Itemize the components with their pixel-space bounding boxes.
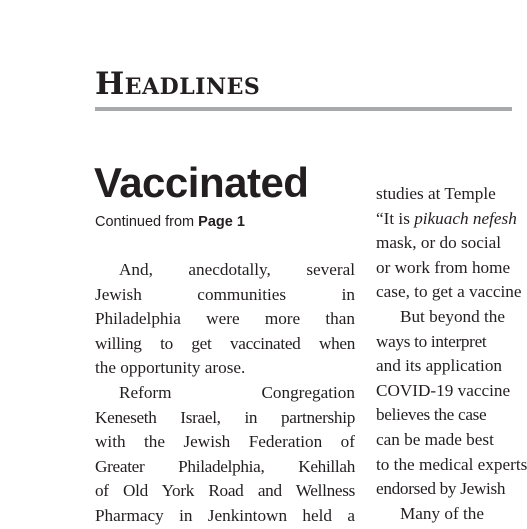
jump-prefix: Continued from (95, 214, 199, 230)
body-line: case, to get a vaccine (376, 282, 522, 302)
body-line: willing to get vaccinated when (95, 333, 355, 353)
continued-from-line (95, 212, 245, 232)
quote-lead: “It is (376, 208, 415, 228)
body-line: Philadelphia were more than (95, 309, 355, 329)
body-line: studies at Temple (376, 184, 496, 203)
body-line: can be made best (376, 429, 494, 449)
body-line: endorsed by Jewish (376, 479, 506, 499)
section-heading: Headlines (95, 66, 261, 102)
article-right-column (376, 182, 527, 526)
article-left-column (95, 258, 355, 529)
body-line: And, anecdotally, several (119, 260, 355, 279)
body-line: Greater Philadelphia, Kehillah (95, 456, 355, 476)
body-line: and its application (376, 356, 503, 376)
body-line: Reform Congregation (119, 382, 355, 402)
body-line: Jewish communities in (95, 284, 355, 304)
body-line: or work from home (376, 257, 511, 277)
body-line: to the medical experts (376, 454, 527, 474)
section-divider (95, 107, 512, 111)
body-line: mask, or do social (376, 233, 502, 253)
body-line: believes the case (376, 405, 487, 425)
body-line: Keneseth Israel, in partnership (95, 407, 355, 427)
body-line: Many of the (400, 503, 485, 523)
hebrew-term: pikuach nefesh (414, 208, 517, 228)
body-line: COVID-19 vaccine (376, 380, 511, 400)
body-line: with the Jewish Federation of (95, 432, 355, 452)
body-line: of Old York Road and Wellness (95, 481, 355, 501)
body-line: But beyond the (400, 306, 506, 326)
jump-page: Page 1 (198, 214, 245, 230)
body-line: the opportunity arose. (95, 358, 246, 378)
body-line: Pharmacy in Jenkintown held a (95, 505, 355, 525)
body-line: ways to interpret (376, 331, 487, 351)
article-headline: Vaccinated (94, 159, 309, 206)
body-line (376, 207, 517, 232)
